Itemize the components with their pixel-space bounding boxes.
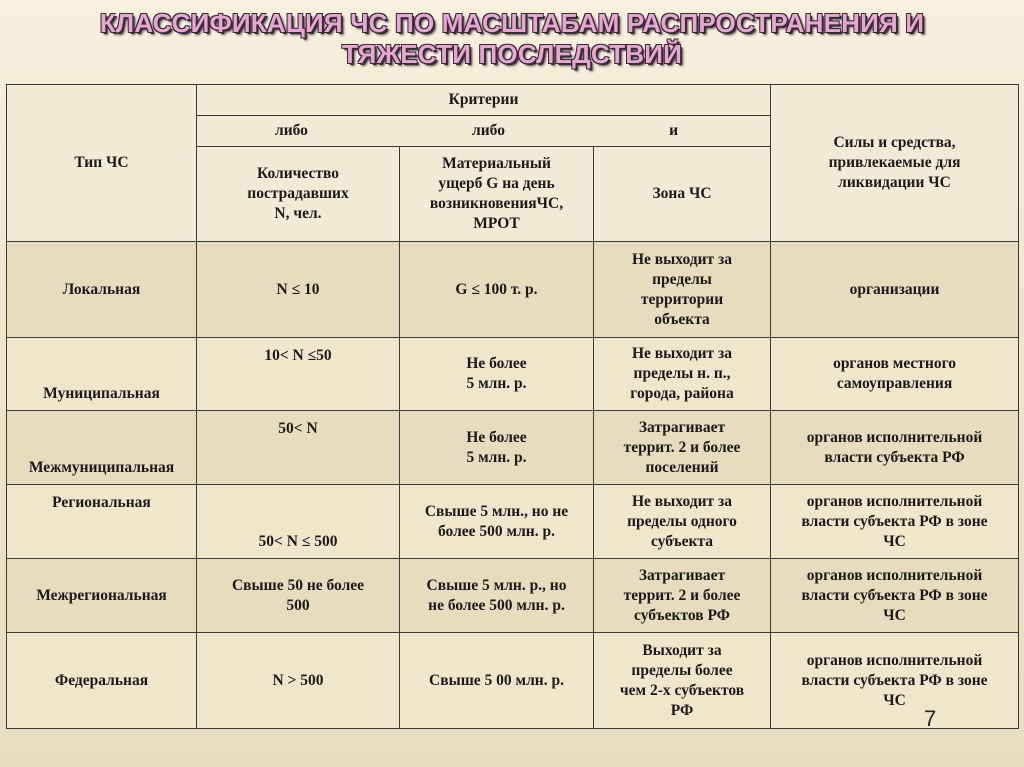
table-row <box>7 411 1019 485</box>
cell-type: Муниципальная <box>7 338 197 411</box>
cell-victims: 10< N ≤50 <box>197 338 400 411</box>
cell-forces: органов исполнительной власти субъекта РФ в зоне ЧС <box>771 633 1019 729</box>
table-row <box>7 559 1019 633</box>
cell-zone: Не выходит за пределы территории объекта <box>594 242 771 338</box>
cell-type: Федеральная <box>7 633 197 729</box>
header-victims: Количество пострадавших N, чел. <box>197 147 400 242</box>
header-either-1: либо <box>275 122 308 139</box>
cell-zone: Затрагивает террит. 2 и более субъектов РФ <box>594 559 771 633</box>
header-type: Тип ЧС <box>7 85 197 242</box>
cell-damage: Свыше 5 00 млн. р. <box>400 633 594 729</box>
cell-forces: органов исполнительной власти субъекта РФ <box>771 411 1019 485</box>
table-row <box>7 633 1019 729</box>
slide-title-line1: КЛАССИФИКАЦИЯ ЧС ПО МАСШТАБАМ РАСПРОСТРАНЕНИЯ И <box>99 8 925 38</box>
header-forces: Силы и средства, привлекаемые для ликвидации ЧС <box>771 85 1019 242</box>
header-and: и <box>669 122 678 139</box>
cell-victims: N > 500 <box>197 633 400 729</box>
cell-damage: Свыше 5 млн. р., но не более 500 млн. р. <box>400 559 594 633</box>
cell-forces: органов исполнительной власти субъекта РФ в зоне ЧС <box>771 559 1019 633</box>
cell-type: Локальная <box>7 242 197 338</box>
cell-forces: органов местного самоуправления <box>771 338 1019 411</box>
cell-zone: Не выходит за пределы н. п., города, района <box>594 338 771 411</box>
header-criteria: Критерии <box>197 85 771 116</box>
cell-victims: N ≤ 10 <box>197 242 400 338</box>
table-row <box>7 338 1019 411</box>
header-logic-row <box>197 116 771 147</box>
cell-zone: Затрагивает террит. 2 и более поселений <box>594 411 771 485</box>
header-either-2: либо <box>472 122 505 139</box>
table-row <box>7 242 1019 338</box>
table-row <box>7 485 1019 559</box>
slide-title <box>0 8 1024 70</box>
header-damage: Материальный ущерб G на день возникновенияЧС, МРОТ <box>400 147 594 242</box>
cell-victims: 50< N <box>197 411 400 485</box>
cell-type: Межрегиональная <box>7 559 197 633</box>
cell-forces: организации <box>771 242 1019 338</box>
cell-damage: Не более 5 млн. р. <box>400 411 594 485</box>
cell-type: Региональная <box>7 485 197 559</box>
cell-damage: Не более 5 млн. р. <box>400 338 594 411</box>
cell-damage: G ≤ 100 т. р. <box>400 242 594 338</box>
cell-damage: Свыше 5 млн., но не более 500 млн. р. <box>400 485 594 559</box>
page-number: 7 <box>924 706 937 731</box>
header-zone: Зона ЧС <box>594 147 771 242</box>
cell-victims: Свыше 50 не более 500 <box>197 559 400 633</box>
slide-title-line2: ТЯЖЕСТИ ПОСЛЕДСТВИЙ <box>341 39 683 69</box>
cell-zone: Не выходит за пределы одного субъекта <box>594 485 771 559</box>
cell-forces: органов исполнительной власти субъекта РФ в зоне ЧС <box>771 485 1019 559</box>
cell-victims: 50< N ≤ 500 <box>197 485 400 559</box>
cell-zone: Выходит за пределы более чем 2-х субъектов РФ <box>594 633 771 729</box>
cell-type: Межмуниципальная <box>7 411 197 485</box>
classification-table <box>6 84 1019 729</box>
